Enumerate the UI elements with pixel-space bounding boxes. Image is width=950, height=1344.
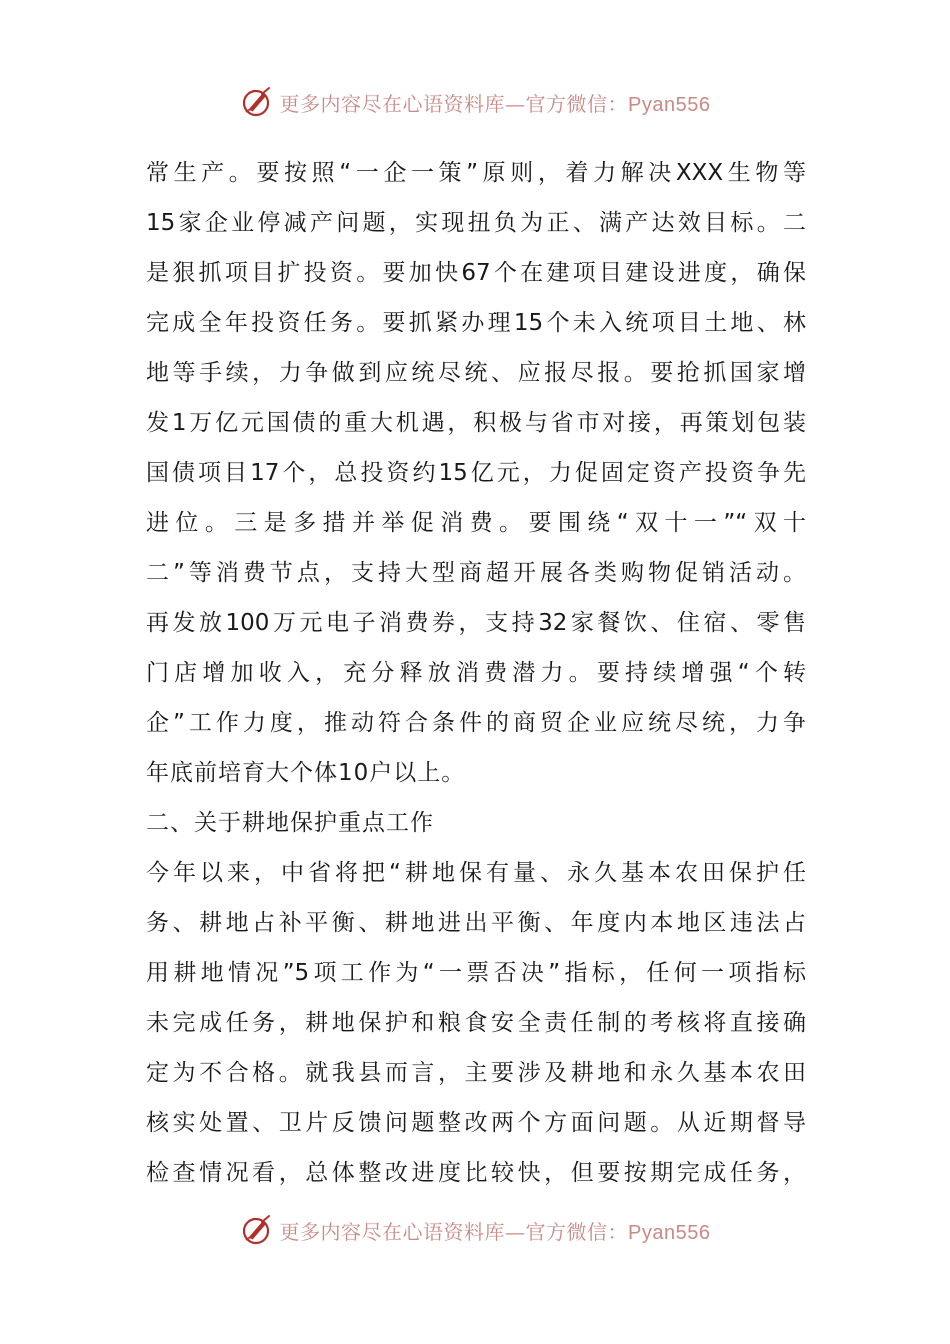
text-line: 15家企业停减产问题，实现扭负为正、满产达效目标。二 xyxy=(146,210,806,236)
text-line: 二”等消费节点，支持大型商超开展各类购物促销活动。 xyxy=(146,560,806,586)
quill-pen-seal-icon xyxy=(240,85,274,119)
text-line: 进位。三是多措并举促消费。要围绕“双十一”“双十 xyxy=(146,510,806,536)
watermark-handle: Pyan556 xyxy=(628,1221,711,1244)
text-line: 年底前培育大个体10户以上。 xyxy=(146,760,466,786)
watermark-handle: Pyan556 xyxy=(628,93,711,116)
text-line: 再发放100万元电子消费券，支持32家餐饮、住宿、零售 xyxy=(146,610,806,636)
text-line: 核实处置、卫片反馈问题整改两个方面问题。从近期督导 xyxy=(146,1110,806,1136)
quill-pen-seal-icon xyxy=(240,1213,274,1247)
text-line: 用耕地情况”5项工作为“一票否决”指标，任何一项指标 xyxy=(146,960,806,986)
document-body xyxy=(146,148,806,1198)
watermark-text: 更多内容尽在心语资料库—官方微信：Pyan556 xyxy=(279,91,711,116)
text-line: 常生产。要按照“一企一策”原则，着力解决XXX生物等 xyxy=(146,160,806,186)
text-line: 务、耕地占补平衡、耕地进出平衡、年度内本地区违法占 xyxy=(146,910,806,936)
text-line: 未完成任务，耕地保护和粮食安全责任制的考核将直接确 xyxy=(146,1010,806,1036)
text-line: 完成全年投资任务。要抓紧办理15个未入统项目土地、林 xyxy=(146,310,806,336)
text-line: 今年以来，中省将把“耕地保有量、永久基本农田保护任 xyxy=(146,860,806,886)
text-line: 地等手续，力争做到应统尽统、应报尽报。要抢抓国家增 xyxy=(146,360,806,386)
text-line: 检查情况看，总体整改进度比较快，但要按期完成任务， xyxy=(146,1160,806,1186)
text-line: 门店增加收入，充分释放消费潜力。要持续增强“个转 xyxy=(146,660,806,686)
watermark-text: 更多内容尽在心语资料库—官方微信：Pyan556 xyxy=(279,1219,711,1244)
text-line: 是狠抓项目扩投资。要加快67个在建项目建设进度，确保 xyxy=(146,260,806,286)
section-heading: 二、关于耕地保护重点工作 xyxy=(146,810,434,836)
text-line: 发1万亿元国债的重大机遇，积极与省市对接，再策划包装 xyxy=(146,410,806,436)
text-line: 定为不合格。就我县而言，主要涉及耕地和永久基本农田 xyxy=(146,1060,806,1086)
watermark-banner-bottom xyxy=(0,1210,950,1250)
text-line: 企”工作力度，推动符合条件的商贸企业应统尽统，力争 xyxy=(146,710,806,736)
watermark-banner-top xyxy=(0,82,950,122)
text-line: 国债项目17个，总投资约15亿元，力促固定资产投资争先 xyxy=(146,460,806,486)
